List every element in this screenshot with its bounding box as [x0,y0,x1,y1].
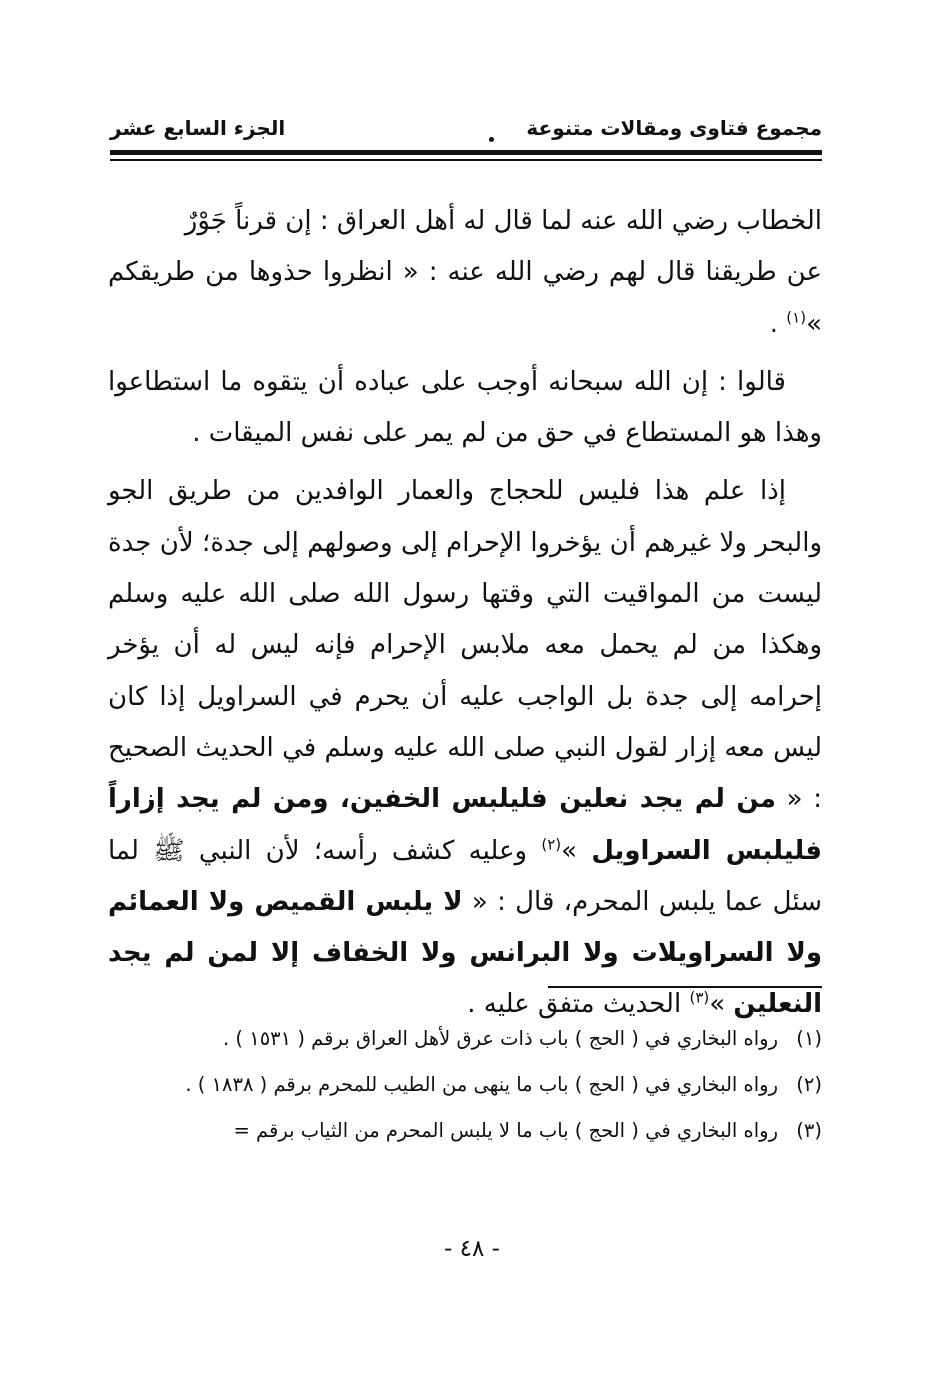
paragraph-3 [108,466,822,1030]
paragraph-1-line-1: الخطاب رضي الله عنه لما قال له أهل العراق : إن قرناً جَوْرٌ [184,206,822,236]
paragraph-3-text-d: » [709,989,734,1020]
footnote-text: رواه البخاري في ( الحج ) باب ذات عرق لأهل العراق برقم ( ١٥٣١ ) . [223,1027,778,1050]
body-text [108,196,822,1031]
footnote-ref-1: (١) [786,307,807,326]
footnote-text: رواه البخاري في ( الحج ) باب ما لا يلبس المحرم من الثياب برقم = [233,1119,778,1142]
footnote-ref-3: (٣) [689,988,710,1007]
hadith-quote-2: لا يلبس القميص ولا العمائم ولا السراويلات ولا البرانس ولا الخفاف إلا لمن لم يجد النعلين [108,886,822,1020]
footnote-1 [108,1022,822,1055]
paragraph-3-text-b: » [561,835,592,866]
volume-label: الجزء السابع عشر [110,116,286,140]
book-title: مجموع فتاوى ومقالات متنوعة [526,116,822,140]
hadith-quote-1: من لم يجد نعلين فليلبس الخفين، ومن لم يجد إزاراً فليلبس السراويل [108,784,822,866]
paragraph-1-end: . [769,308,787,339]
footnote-2 [108,1068,822,1101]
footnote-number: (١) [796,1027,822,1050]
footnote-3 [108,1114,822,1147]
paragraph-3-text-e: الحديث متفق عليه . [467,989,690,1020]
footnote-number: (٣) [796,1119,822,1142]
header-rule-thick [110,150,822,155]
footnote-ref-2: (٢) [541,834,562,853]
paragraph-2-text: قالوا : إن الله سبحانه أوجب على عباده أن يتقوه ما استطاعوا وهذا هو المستطاع في حق من لم يمر على نفس الميقات . [108,366,822,449]
header-rule-thin [110,159,822,161]
header-dot [489,137,494,142]
footnote-number: (٢) [796,1073,822,1096]
paragraph-3-text-c: وعليه كشف رأسه؛ لأن النبي ﷺ لما سئل عما يلبس المحرم، قال : « [108,835,822,917]
running-header [110,110,822,146]
footnotes [108,1022,822,1160]
paragraph-1-line-2: عن طريقنا قال لهم رضي الله عنه : « انظروا حذوها من طريقكم » [108,257,822,339]
footnote-text: رواه البخاري في ( الحج ) باب ما ينهى من الطيب للمحرم برقم ( ١٨٣٨ ) . [185,1073,778,1096]
paragraph-2 [108,357,822,460]
paragraph-1 [108,196,822,350]
paragraph-3-text-a: إذا علم هذا فليس للحجاج والعمار الوافدين من طريق الجو والبحر ولا غيرهم أن يؤخروا الإحرام إلى وصولهم إلى جدة؛ لأن جدة ليست من المواقيت التي وقتها رسول الله صلى الله عليه وسلم وهكذا من لم يحمل معه ملابس الإحرام فإنه ليس له أن يؤخر إحرامه إلى جدة بل الواجب عليه أن يحرم في السراويل إذا كان ليس معه إزار لقول النبي صلى الله عليه وسلم في الحديث الصحيح : « [108,476,823,815]
page-number: - ٤٨ - [444,1236,500,1262]
footnote-separator [548,986,822,988]
